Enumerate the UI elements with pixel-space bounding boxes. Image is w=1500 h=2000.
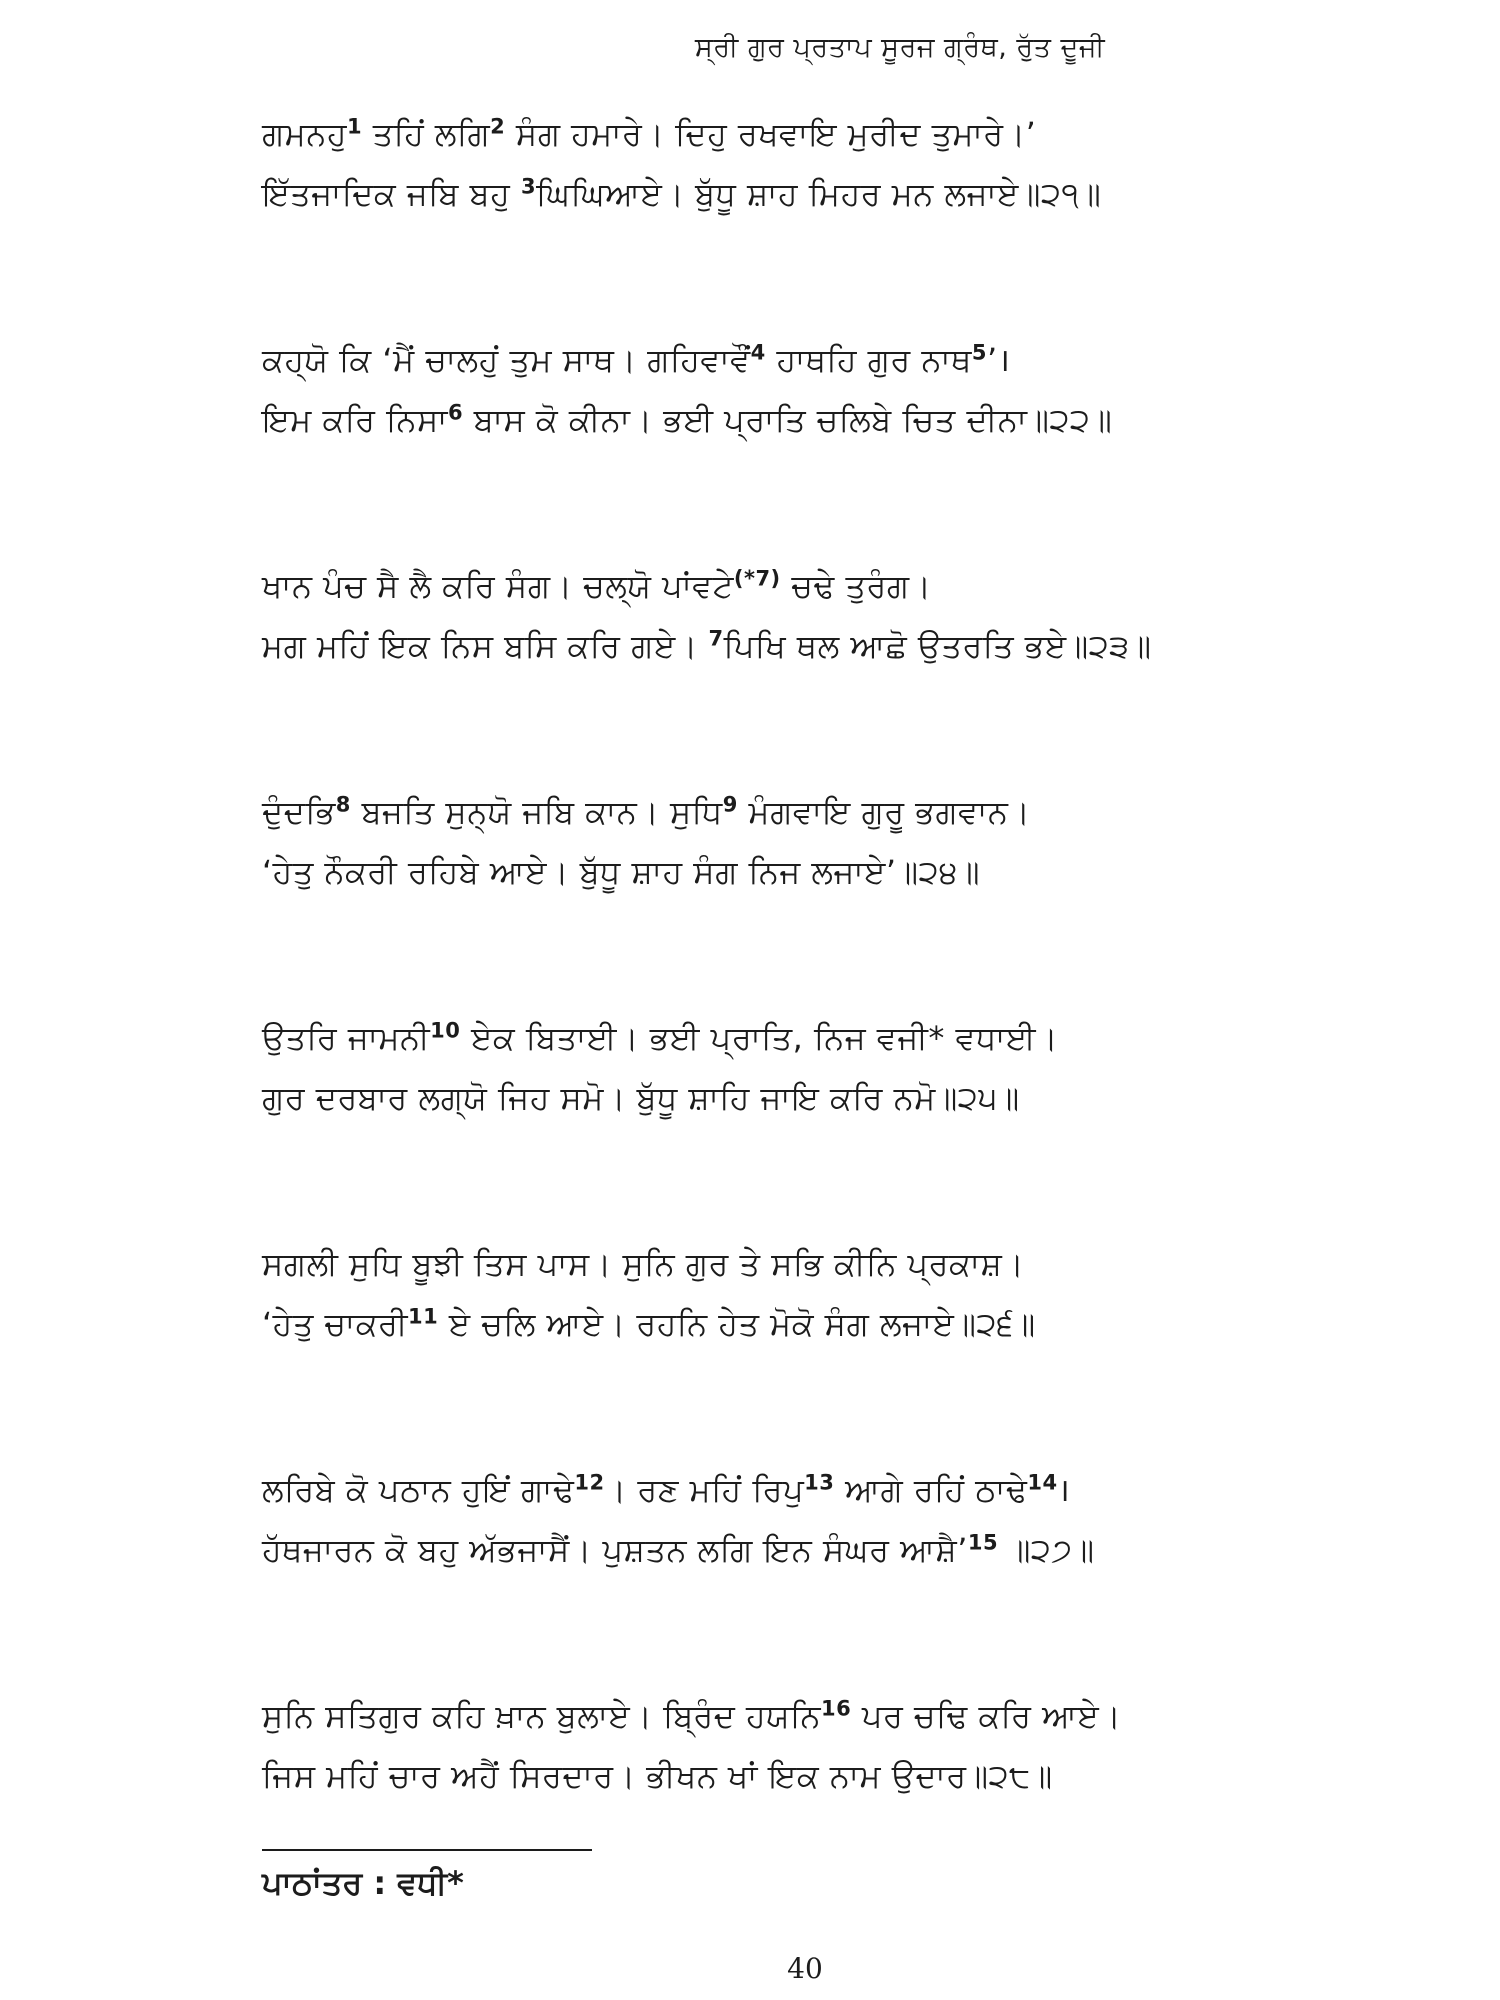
verse-27 bbox=[262, 1460, 1362, 1580]
footnote-ref: 16 bbox=[820, 1696, 852, 1721]
footnote-ref: 10 bbox=[430, 1018, 461, 1043]
footnote-ref: 13 bbox=[804, 1470, 835, 1495]
footnote-divider bbox=[262, 1849, 592, 1851]
variant-reading-note: ਪਾਠਾਂਤਰ : ਵਧੀ* bbox=[262, 1864, 464, 1902]
verse-line: ਸਗਲੀ ਸੁਧਿ ਬੂਝੀ ਤਿਸ ਪਾਸ। ਸੁਨਿ ਗੁਰ ਤੇ ਸਭਿ ਕੀਨਿ ਪ੍ਰਕਾਸ਼। bbox=[262, 1245, 1025, 1283]
verse-line: ਕਹ੍ਯੋ ਕਿ ‘ਮੈਂ ਚਾਲਹੁਂ ਤੁਮ ਸਾਥ। ਗਹਿਵਾਵੌਂ$^4$ ਹਾਥਹਿ ਗੁਰ ਨਾਥ$^5$’। bbox=[262, 340, 1011, 379]
verse-25 bbox=[262, 1008, 1362, 1128]
footnote-ref: (*7) bbox=[733, 566, 781, 591]
footnote-ref: 12 bbox=[574, 1470, 605, 1495]
footnote-ref: 11 bbox=[408, 1304, 439, 1329]
verse-line: ਇੱਤਜਾਦਿਕ ਜਬਿ ਬਹੁ $^3$ਘਿਘਿਆਏ। ਬੁੱਧੂ ਸ਼ਾਹ ਮਿਹਰ ਮਨ ਲਜਾਏ॥੨੧॥ bbox=[262, 174, 1102, 213]
verse-line: ਖਾਨ ਪੰਚ ਸੈ ਲੈ ਕਰਿ ਸੰਗ। ਚਲ੍ਯੋ ਪਾਂਵਟੇ$^{(*7)}$ ਚਢੇ ਤੁਰੰਗ। bbox=[262, 566, 932, 605]
footnote-ref: 3 bbox=[520, 174, 537, 199]
verse-line: ਗੁਰ ਦਰਬਾਰ ਲਗ੍ਯੋ ਜਿਹ ਸਮੋ। ਬੁੱਧੂ ਸ਼ਾਹਿ ਜਾਇ ਕਰਿ ਨਮੋ॥੨੫॥ bbox=[262, 1079, 1020, 1117]
verse-line: ਲਰਿਬੇ ਕੋ ਪਠਾਨ ਹੁਇਂ ਗਾਢੇ$^{12}$। ਰਣ ਮਹਿਂ ਰਿਪੁ$^{13}$ ਆਗੇ ਰਹਿਂ ਠਾਢੇ$^{14}$। bbox=[262, 1470, 1071, 1509]
verse-line: ਜਿਸ ਮਹਿਂ ਚਾਰ ਅਹੈਂ ਸਿਰਦਾਰ। ਭੀਖਨ ਖਾਂ ਇਕ ਨਾਮ ਉਦਾਰ॥੨੮॥ bbox=[262, 1757, 1053, 1795]
verse-23 bbox=[262, 556, 1362, 676]
footnote-ref: 4 bbox=[750, 340, 766, 365]
footnote-ref: 15 bbox=[967, 1530, 999, 1555]
verse-line: ‘ਹੇਤੁ ਨੌਕਰੀ ਰਹਿਬੇ ਆਏ। ਬੁੱਧੂ ਸ਼ਾਹ ਸੰਗ ਨਿਜ ਲਜਾਏ’॥੨੪॥ bbox=[262, 853, 981, 891]
footnote-ref: 2 bbox=[490, 114, 506, 139]
verse-line: ਦੁੰਦਭਿ$^8$ ਬਜਤਿ ਸੁਨ੍ਯੋ ਜਬਿ ਕਾਨ। ਸੁਧਿ$^9$ ਮੰਗਵਾਇ ਗੁਰੂ ਭਗਵਾਨ। bbox=[262, 792, 1031, 831]
verse-line: ਗਮਨਹੁ$^1$ ਤਹਿਂ ਲਗਿ$^2$ ਸੰਗ ਹਮਾਰੇ। ਦਿਹੁ ਰਖਵਾਇ ਮੁਰੀਦ ਤੁਮਾਰੇ।’ bbox=[262, 114, 1037, 153]
verse-line: ਇਮ ਕਰਿ ਨਿਸਾ$^6$ ਬਾਸ ਕੋ ਕੀਨਾ। ਭਈ ਪ੍ਰਾਤਿ ਚਲਿਬੇ ਚਿਤ ਦੀਨਾ॥੨੨॥ bbox=[262, 400, 1113, 439]
verse-line: ਸੁਨਿ ਸਤਿਗੁਰ ਕਹਿ ਖ਼ਾਨ ਬੁਲਾਏ। ਬ੍ਰਿੰਦ ਹਯਨਿ$^{16}$ ਪਰ ਚਢਿ ਕਰਿ ਆਏ। bbox=[262, 1696, 1122, 1735]
page-header: ਸ੍ਰੀ ਗੁਰ ਪ੍ਰਤਾਪ ਸੂਰਜ ਗ੍ਰੰਥ, ਰੁੱਤ ਦੂਜੀ bbox=[694, 32, 1106, 63]
footnote-ref: 1 bbox=[346, 114, 363, 139]
verse-24 bbox=[262, 782, 1362, 902]
footnote-ref: 14 bbox=[1027, 1470, 1058, 1495]
verse-21 bbox=[262, 104, 1362, 224]
footnote-ref: 9 bbox=[722, 792, 738, 817]
footnote-ref: 7 bbox=[708, 626, 724, 651]
verse-line: ‘ਹੇਤੁ ਚਾਕਰੀ$^{11}$ ਏ ਚਲਿ ਆਏ। ਰਹਨਿ ਹੇਤ ਮੋਕੋ ਸੰਗ ਲਜਾਏ॥੨੬॥ bbox=[262, 1304, 1036, 1343]
verse-line: ਹੱਥਜਾਰਨ ਕੋ ਬਹੁ ਅੱਭਜਾਸੈਂ। ਪੁਸ਼ਤਨ ਲਗਿ ਇਨ ਸੰਘਰ ਆਸ਼ੈ’$^{15}$ ॥੨੭॥ bbox=[262, 1530, 1095, 1569]
footnote-ref: 8 bbox=[335, 792, 351, 817]
verse-28 bbox=[262, 1686, 1362, 1806]
verse-line: ਉਤਰਿ ਜਾਮਨੀ$^{10}$ ਏਕ ਬਿਤਾਈ। ਭਈ ਪ੍ਰਾਤਿ, ਨਿਜ ਵਜੀ* ਵਧਾਈ। bbox=[262, 1018, 1059, 1057]
page-number: 40 bbox=[787, 1952, 823, 1985]
footnote-ref: 6 bbox=[447, 400, 464, 425]
verse-line: ਮਗ ਮਹਿਂ ਇਕ ਨਿਸ ਬਸਿ ਕਰਿ ਗਏ। $^7$ਪਿਖਿ ਥਲ ਆਛੋ ਉਤਰਤਿ ਭਏ॥੨੩॥ bbox=[262, 626, 1152, 665]
verse-26 bbox=[262, 1234, 1362, 1354]
footnote-ref: 5 bbox=[971, 340, 988, 365]
verse-22 bbox=[262, 330, 1362, 450]
